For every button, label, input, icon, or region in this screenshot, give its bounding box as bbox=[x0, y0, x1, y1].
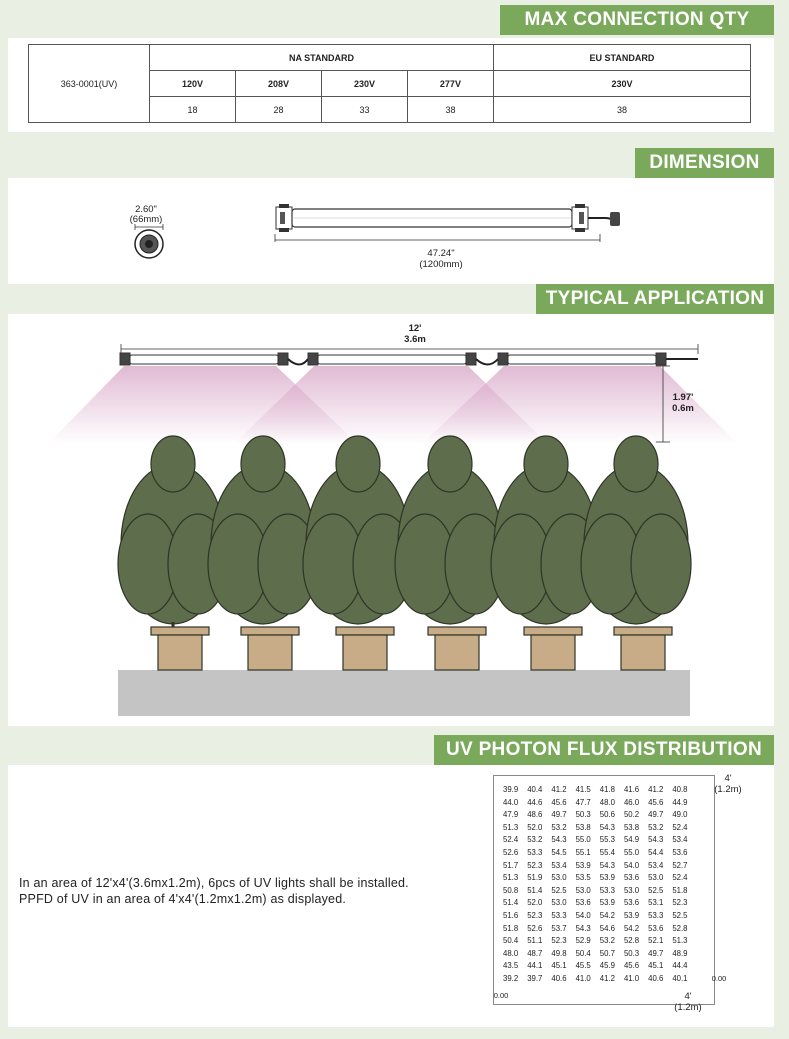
ppfd-cell: 45.1 bbox=[648, 961, 664, 971]
ppfd-cell: 48.9 bbox=[672, 948, 688, 958]
ppfd-cell: 49.7 bbox=[648, 810, 664, 820]
ppfd-cell: 53.2 bbox=[648, 822, 664, 832]
ppfd-cell: 52.7 bbox=[672, 860, 688, 870]
ppfd-cell: 53.0 bbox=[551, 898, 567, 908]
ppfd-cell: 47.7 bbox=[575, 797, 591, 807]
flux-description bbox=[19, 875, 409, 907]
ppfd-cell: 39.2 bbox=[503, 973, 519, 983]
tube-side-view-icon bbox=[270, 198, 620, 246]
dimension-panel bbox=[8, 178, 774, 284]
ppfd-cell: 52.3 bbox=[527, 860, 543, 870]
ppfd-cell: 54.0 bbox=[623, 860, 640, 870]
ppfd-cell: 50.7 bbox=[599, 948, 615, 958]
ppfd-cell: 53.6 bbox=[575, 898, 591, 908]
bottom-axis-ft-label: 4' bbox=[684, 991, 692, 1002]
ppfd-cell: 52.6 bbox=[503, 847, 519, 857]
model-number: 363-0001(UV) bbox=[29, 45, 150, 123]
ppfd-row bbox=[494, 872, 714, 885]
ppfd-cell: 41.0 bbox=[623, 973, 640, 983]
ppfd-cell: 52.3 bbox=[672, 898, 688, 908]
ppfd-cell: 51.3 bbox=[503, 873, 519, 883]
ppfd-row bbox=[494, 822, 714, 835]
ppfd-row bbox=[494, 809, 714, 822]
ppfd-cell: 53.6 bbox=[648, 923, 664, 933]
ppfd-cell: 41.6 bbox=[623, 785, 640, 794]
ppfd-cell: 43.5 bbox=[503, 961, 519, 971]
ppfd-cell: 52.3 bbox=[527, 910, 543, 920]
flux-section-title: UV PHOTON FLUX DISTRIBUTION bbox=[434, 735, 774, 765]
connection-section-title: MAX CONNECTION QTY bbox=[500, 5, 774, 35]
ppfd-cell: 53.9 bbox=[599, 873, 615, 883]
connection-table bbox=[28, 44, 751, 123]
application-illustration bbox=[8, 314, 774, 726]
ppfd-cell: 54.5 bbox=[551, 847, 567, 857]
ppfd-cell: 41.2 bbox=[648, 785, 664, 794]
ppfd-grid bbox=[493, 775, 715, 1005]
ppfd-cell: 53.0 bbox=[551, 873, 567, 883]
ppfd-cell: 40.4 bbox=[527, 785, 543, 794]
ppfd-cell: 44.4 bbox=[672, 961, 688, 971]
right-axis-ft-label: 4' bbox=[724, 773, 732, 784]
right-axis-zero: 0.00 bbox=[711, 974, 727, 983]
ppfd-cell: 51.3 bbox=[672, 936, 688, 946]
ppfd-cell: 54.3 bbox=[599, 822, 615, 832]
flux-description-line-2: PPFD of UV in an area of 4'x4'(1.2mx1.2m) as displayed. bbox=[19, 892, 347, 906]
ppfd-cell: 53.8 bbox=[623, 822, 640, 832]
ppfd-cell: 46.0 bbox=[623, 797, 640, 807]
ppfd-cell: 47.9 bbox=[503, 810, 519, 820]
ppfd-cell: 45.5 bbox=[575, 961, 591, 971]
diameter-mm-label: (66mm) bbox=[129, 214, 163, 225]
plants bbox=[118, 436, 691, 670]
ppfd-cell: 52.3 bbox=[551, 936, 567, 946]
ppfd-cell: 53.7 bbox=[551, 923, 567, 933]
ppfd-cell: 52.5 bbox=[551, 885, 567, 895]
quantity-cell: 33 bbox=[321, 97, 407, 123]
ppfd-cell: 40.8 bbox=[672, 785, 688, 794]
ppfd-cell: 52.4 bbox=[672, 822, 688, 832]
ppfd-cell: 53.6 bbox=[672, 847, 688, 857]
ppfd-cell: 41.8 bbox=[599, 785, 615, 794]
ppfd-cell: 41.0 bbox=[575, 973, 591, 983]
ppfd-cell: 52.5 bbox=[648, 885, 664, 895]
ppfd-cell: 51.3 bbox=[503, 822, 519, 832]
ppfd-cell: 54.0 bbox=[575, 910, 591, 920]
ppfd-cell: 53.9 bbox=[623, 910, 640, 920]
ppfd-cell: 50.6 bbox=[599, 810, 615, 820]
ppfd-cell: 54.6 bbox=[599, 923, 615, 933]
ppfd-cell: 53.2 bbox=[599, 936, 615, 946]
ppfd-cell: 39.7 bbox=[527, 973, 543, 983]
ppfd-cell: 53.6 bbox=[623, 873, 640, 883]
ppfd-cell: 51.4 bbox=[527, 885, 543, 895]
span-m-label: 3.6m bbox=[404, 334, 426, 345]
ppfd-cell: 52.0 bbox=[527, 898, 543, 908]
quantity-cell: 38 bbox=[493, 97, 750, 123]
ppfd-row bbox=[494, 834, 714, 847]
ppfd-row bbox=[494, 973, 714, 986]
ppfd-cell: 52.9 bbox=[575, 936, 591, 946]
ppfd-cell: 50.4 bbox=[503, 936, 519, 946]
ppfd-cell: 53.0 bbox=[623, 885, 640, 895]
ppfd-cell: 52.5 bbox=[672, 910, 688, 920]
ppfd-row bbox=[494, 797, 714, 810]
connection-panel bbox=[8, 38, 774, 132]
ppfd-row bbox=[494, 784, 714, 797]
ppfd-cell: 54.9 bbox=[623, 835, 640, 845]
ppfd-cell: 52.0 bbox=[527, 822, 543, 832]
ppfd-cell: 53.4 bbox=[672, 835, 688, 845]
ppfd-cell: 51.8 bbox=[503, 923, 519, 933]
ppfd-cell: 44.6 bbox=[527, 797, 543, 807]
bottom-axis-m-label: (1.2m) bbox=[674, 1002, 702, 1013]
quantity-cell: 18 bbox=[150, 97, 236, 123]
ppfd-cell: 44.0 bbox=[503, 797, 519, 807]
ppfd-cell: 44.9 bbox=[672, 797, 688, 807]
ppfd-cell: 55.4 bbox=[599, 847, 615, 857]
ppfd-cell: 48.0 bbox=[503, 948, 519, 958]
ppfd-cell: 53.2 bbox=[551, 822, 567, 832]
ppfd-cell: 44.1 bbox=[527, 961, 543, 971]
right-axis-m-label: (1.2m) bbox=[714, 784, 742, 795]
ppfd-cell: 54.4 bbox=[648, 847, 664, 857]
ppfd-cell: 53.9 bbox=[575, 860, 591, 870]
ppfd-cell: 54.2 bbox=[623, 923, 640, 933]
length-in-label: 47.24" bbox=[427, 248, 455, 259]
ppfd-cell: 51.7 bbox=[503, 860, 519, 870]
ppfd-cell: 52.1 bbox=[648, 936, 664, 946]
ppfd-cell: 48.6 bbox=[527, 810, 543, 820]
ppfd-row bbox=[494, 948, 714, 961]
ppfd-cell: 50.3 bbox=[623, 948, 640, 958]
flux-panel bbox=[8, 765, 774, 1027]
ppfd-cell: 39.9 bbox=[503, 785, 519, 794]
ppfd-cell: 55.1 bbox=[575, 847, 591, 857]
height-m-label: 0.6m bbox=[672, 403, 694, 414]
ppfd-cell: 53.3 bbox=[648, 910, 664, 920]
length-mm-label: (1200mm) bbox=[419, 259, 463, 270]
ppfd-row bbox=[494, 960, 714, 973]
ppfd-cell: 53.1 bbox=[648, 898, 664, 908]
ppfd-cell: 45.9 bbox=[599, 961, 615, 971]
ppfd-cell: 55.0 bbox=[623, 847, 640, 857]
ppfd-cell: 53.3 bbox=[599, 885, 615, 895]
ppfd-cell: 45.1 bbox=[551, 961, 567, 971]
ppfd-cell: 53.4 bbox=[551, 860, 567, 870]
ppfd-row bbox=[494, 935, 714, 948]
application-panel bbox=[8, 314, 774, 726]
ppfd-row bbox=[494, 860, 714, 873]
ppfd-cell: 49.7 bbox=[551, 810, 567, 820]
ppfd-row bbox=[494, 897, 714, 910]
ppfd-cell: 49.0 bbox=[672, 810, 688, 820]
ppfd-cell: 53.2 bbox=[527, 835, 543, 845]
ppfd-cell: 54.2 bbox=[599, 910, 615, 920]
ppfd-cell: 48.0 bbox=[599, 797, 615, 807]
diameter-in-label: 2.60" bbox=[135, 204, 157, 215]
ppfd-cell: 45.6 bbox=[551, 797, 567, 807]
voltage-cell: 230V bbox=[493, 71, 750, 97]
ppfd-cell: 51.6 bbox=[503, 910, 519, 920]
ppfd-cell: 54.3 bbox=[648, 835, 664, 845]
ppfd-cell: 53.8 bbox=[575, 822, 591, 832]
ppfd-cell: 45.6 bbox=[648, 797, 664, 807]
ppfd-row bbox=[494, 885, 714, 898]
ppfd-cell: 51.4 bbox=[503, 898, 519, 908]
ppfd-cell: 48.7 bbox=[527, 948, 543, 958]
ppfd-cell: 49.8 bbox=[551, 948, 567, 958]
eu-standard-header: EU STANDARD bbox=[493, 45, 750, 71]
ppfd-row bbox=[494, 923, 714, 936]
ppfd-cell: 41.2 bbox=[599, 973, 615, 983]
ppfd-cell: 49.7 bbox=[648, 948, 664, 958]
ppfd-cell: 50.8 bbox=[503, 885, 519, 895]
na-standard-header: NA STANDARD bbox=[150, 45, 494, 71]
ppfd-cell: 54.3 bbox=[551, 835, 567, 845]
ppfd-cell: 41.5 bbox=[575, 785, 591, 794]
quantity-cell: 28 bbox=[235, 97, 321, 123]
ppfd-cell: 53.5 bbox=[575, 873, 591, 883]
ppfd-cell: 53.0 bbox=[575, 885, 591, 895]
ppfd-cell: 50.4 bbox=[575, 948, 591, 958]
ppfd-cell: 51.9 bbox=[527, 873, 543, 883]
voltage-cell: 277V bbox=[407, 71, 493, 97]
ppfd-cell: 54.3 bbox=[575, 923, 591, 933]
ppfd-cell: 52.4 bbox=[503, 835, 519, 845]
ppfd-row bbox=[494, 910, 714, 923]
ppfd-cell: 50.2 bbox=[623, 810, 640, 820]
ppfd-cell: 53.3 bbox=[551, 910, 567, 920]
ppfd-cell: 40.6 bbox=[648, 973, 664, 983]
ppfd-cell: 54.3 bbox=[599, 860, 615, 870]
ppfd-cell: 53.9 bbox=[599, 898, 615, 908]
span-ft-label: 12' bbox=[408, 323, 422, 334]
voltage-cell: 208V bbox=[235, 71, 321, 97]
ppfd-cell: 50.3 bbox=[575, 810, 591, 820]
height-ft-label: 1.97' bbox=[672, 392, 694, 403]
ppfd-row bbox=[494, 847, 714, 860]
ppfd-cell: 51.8 bbox=[672, 885, 688, 895]
quantity-cell: 38 bbox=[407, 97, 493, 123]
ppfd-cell: 40.6 bbox=[551, 973, 567, 983]
ppfd-cell: 45.6 bbox=[623, 961, 640, 971]
ppfd-cell: 52.6 bbox=[527, 923, 543, 933]
ppfd-cell: 55.3 bbox=[599, 835, 615, 845]
ppfd-cell: 53.6 bbox=[623, 898, 640, 908]
ppfd-cell: 53.0 bbox=[648, 873, 664, 883]
ppfd-cell: 55.0 bbox=[575, 835, 591, 845]
end-view-icon bbox=[129, 224, 169, 260]
dimension-section-title: DIMENSION bbox=[635, 148, 774, 178]
ppfd-cell: 52.4 bbox=[672, 873, 688, 883]
bottom-axis-zero: 0.00 bbox=[493, 991, 509, 1000]
flux-description-line-1: In an area of 12'x4'(3.6mx1.2m), 6pcs of UV lights shall be installed. bbox=[19, 876, 409, 890]
ppfd-cell: 52.8 bbox=[672, 923, 688, 933]
ppfd-cell: 51.1 bbox=[527, 936, 543, 946]
ppfd-cell: 53.3 bbox=[527, 847, 543, 857]
ppfd-cell: 52.8 bbox=[623, 936, 640, 946]
application-section-title: TYPICAL APPLICATION bbox=[536, 284, 774, 314]
ppfd-cell: 40.1 bbox=[672, 973, 688, 983]
ppfd-cell: 53.4 bbox=[648, 860, 664, 870]
voltage-cell: 230V bbox=[321, 71, 407, 97]
ppfd-cell: 41.2 bbox=[551, 785, 567, 794]
voltage-cell: 120V bbox=[150, 71, 236, 97]
